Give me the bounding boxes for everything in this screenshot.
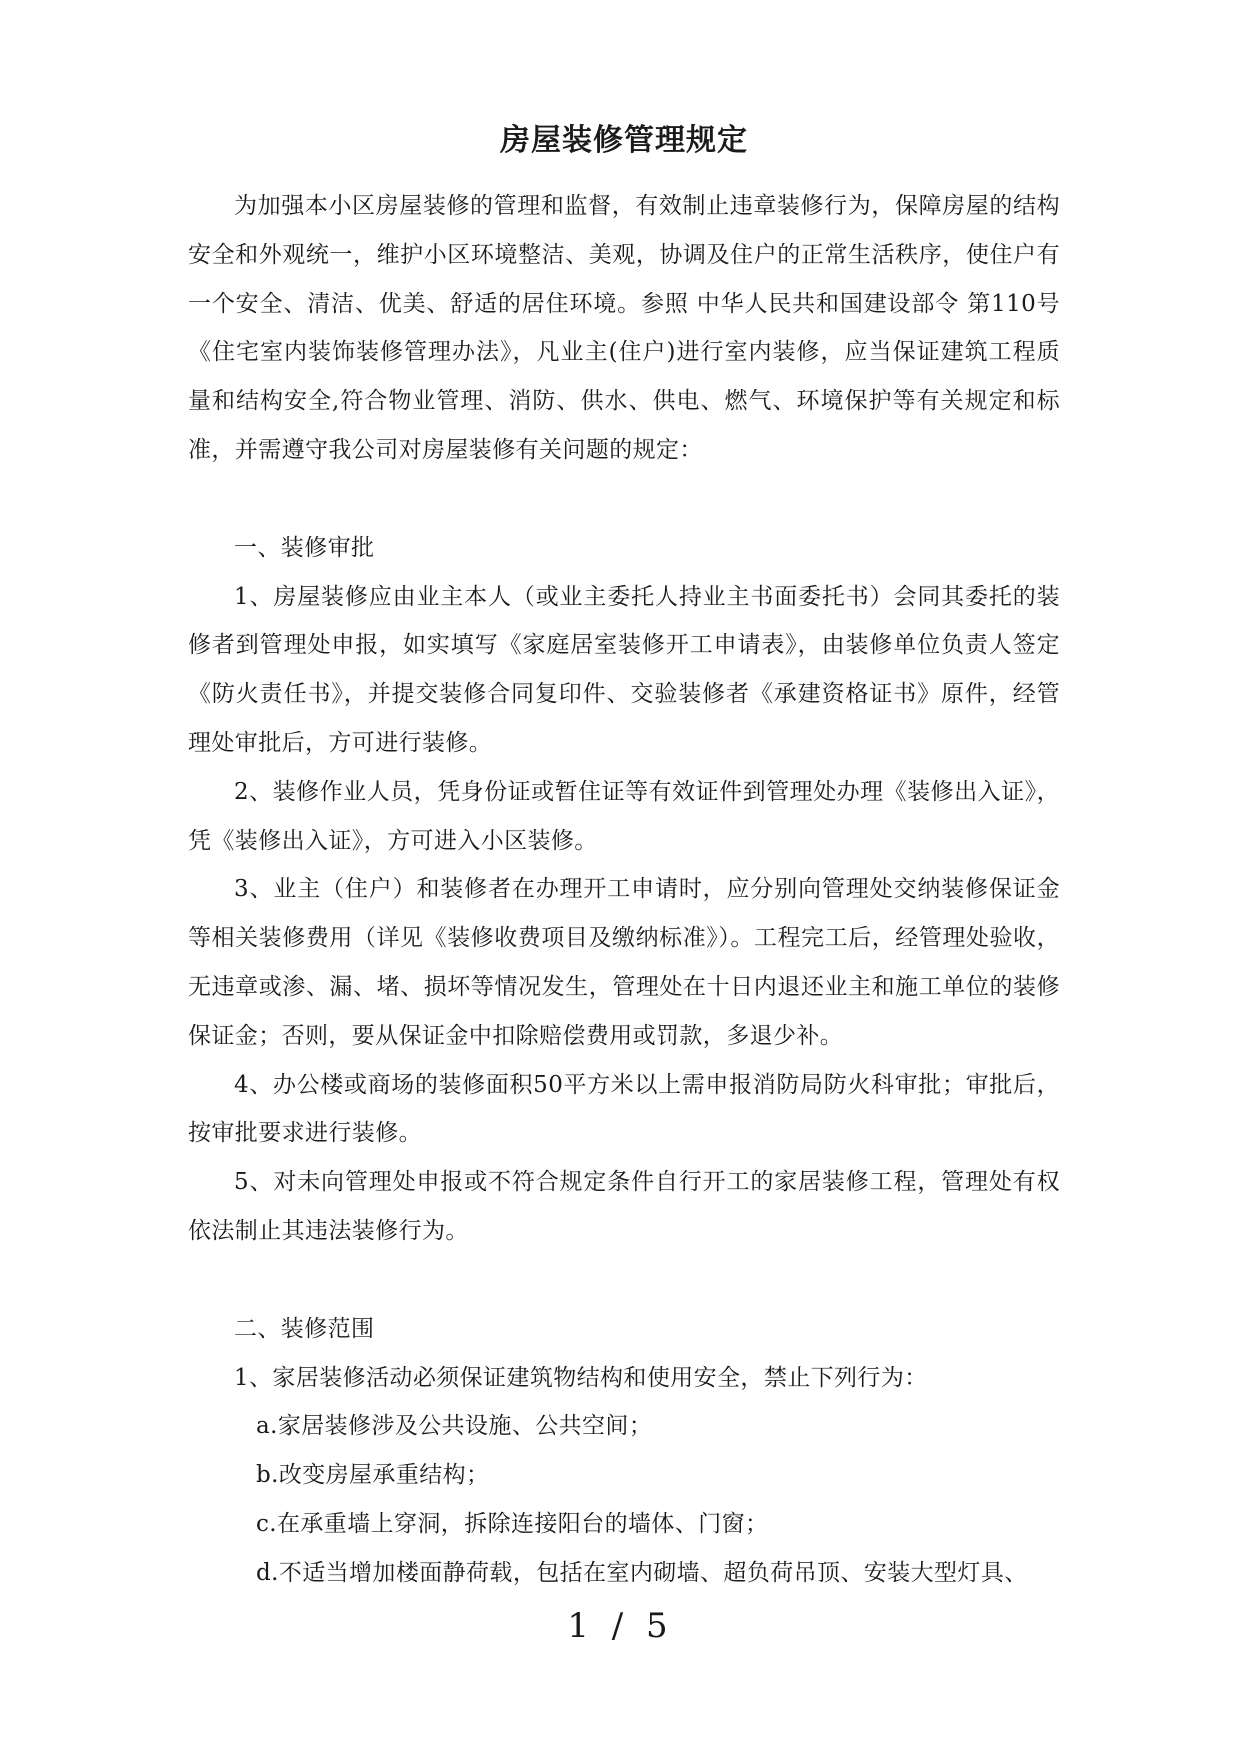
section-heading-approval: 一、装修审批 bbox=[234, 534, 375, 561]
scope-subitem-a: a.家居装修涉及公共设施、公共空间； bbox=[256, 1413, 653, 1440]
approval-item-5: 5、对未向管理处申报或不符合规定条件自行开工的家居装修工程，管理处有权依法制止其违法装修行为。 bbox=[188, 1169, 1060, 1244]
document-title: 房屋装修管理规定 bbox=[500, 123, 748, 158]
document-page bbox=[188, 118, 1060, 1598]
scope-subitem-c: c.在承重墙上穿洞，拆除连接阳台的墙体、门窗； bbox=[256, 1510, 769, 1537]
spacer bbox=[188, 475, 1060, 524]
page-number: 1 / 5 bbox=[567, 1606, 674, 1646]
section-heading-scope: 二、装修范围 bbox=[234, 1315, 375, 1342]
intro-paragraph: 为加强本小区房屋装修的管理和监督，有效制止违章装修行为，保障房屋的结构安全和外观统一，维护小区环境整洁、美观，协调及住户的正常生活秩序，使住户有一个安全、清洁、优美、舒适的居住环境。参照 中华人民共和国建设部令 第110号《住宅室内装饰装修管理办法》，凡业主(住户)进行室内装修，应当保证建筑工程质量和结构安全,符合物业管理、消防、供水、供电、燃气、环境保护等有关规定和标准，并需遵守我公司对房屋装修有关问题的规定： bbox=[188, 193, 1060, 463]
scope-item-1: 1、家居装修活动必须保证建筑物结构和使用安全，禁止下列行为： bbox=[234, 1364, 928, 1391]
approval-item-1: 1、房屋装修应由业主本人（或业主委托人持业主书面委托书）会同其委托的装修者到管理处申报，如实填写《家庭居室装修开工申请表》，由装修单位负责人签定《防火责任书》，并提交装修合同复印件、交验装修者《承建资格证书》原件，经管理处审批后，方可进行装修。 bbox=[188, 583, 1060, 756]
scope-subitem-d: d.不适当增加楼面静荷载，包括在室内砌墙、超负荷吊顶、安装大型灯具、 bbox=[256, 1559, 1028, 1586]
approval-item-3: 3、业主（住户）和装修者在办理开工申请时，应分别向管理处交纳装修保证金等相关装修费用（详见《装修收费项目及缴纳标准》）。工程完工后，经管理处验收，无违章或渗、漏、堵、损坏等情况发生，管理处在十日内退还业主和施工单位的装修保证金；否则，要从保证金中扣除赔偿费用或罚款，多退少补。 bbox=[188, 876, 1060, 1049]
approval-item-4: 4、办公楼或商场的装修面积50平方米以上需申报消防局防火科审批；审批后，按审批要求进行装修。 bbox=[188, 1071, 1060, 1147]
approval-item-2: 2、装修作业人员，凭身份证或暂住证等有效证件到管理处办理《装修出入证》，凭《装修出入证》，方可进入小区装修。 bbox=[188, 778, 1060, 854]
scope-subitem-b: b.改变房屋承重结构； bbox=[256, 1462, 490, 1489]
spacer bbox=[188, 1256, 1060, 1305]
